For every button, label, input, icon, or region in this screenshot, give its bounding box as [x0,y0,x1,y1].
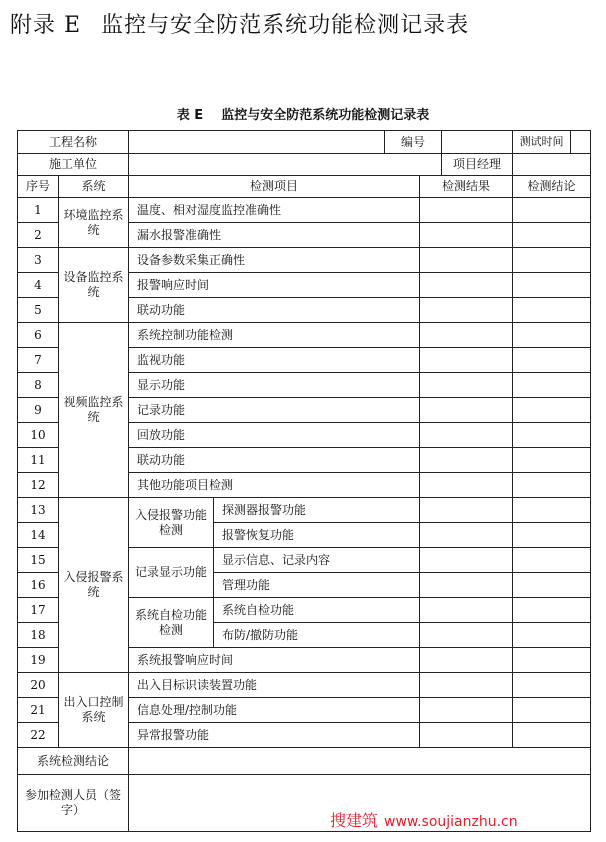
result-cell[interactable] [420,548,513,573]
test-time-field[interactable] [571,131,591,154]
conclusion-cell[interactable] [513,548,591,573]
conclusion-cell[interactable] [513,723,591,748]
row-number: 22 [18,723,59,748]
result-cell[interactable] [420,723,513,748]
row-item: 显示功能 [129,373,420,398]
row-number: 17 [18,598,59,623]
result-cell[interactable] [420,698,513,723]
table-row [18,248,591,273]
conclusion-cell[interactable] [513,398,591,423]
conclusion-cell[interactable] [513,523,591,548]
row-item: 系统报警响应时间 [129,648,420,673]
col-conclusion: 检测结论 [513,176,591,198]
row-number: 16 [18,573,59,598]
system-conclusion-field[interactable] [129,748,591,775]
row-item: 探测器报警功能 [214,498,420,523]
row-number: 20 [18,673,59,698]
test-time-label: 测试时间 [513,131,571,154]
result-cell[interactable] [420,323,513,348]
subgroup-selftest: 系统自检功能检测 [129,598,214,648]
conclusion-cell[interactable] [513,348,591,373]
conclusion-cell[interactable] [513,673,591,698]
col-no: 序号 [18,176,59,198]
conclusion-cell[interactable] [513,573,591,598]
row-item: 报警响应时间 [129,273,420,298]
row-number: 2 [18,223,59,248]
row-number: 19 [18,648,59,673]
col-item: 检测项目 [129,176,420,198]
row-item: 异常报警功能 [129,723,420,748]
project-name-label: 工程名称 [18,131,129,154]
column-header-row [18,176,591,198]
appendix-label: 附录 E [10,13,82,38]
project-name-field[interactable] [129,131,385,154]
row-item: 显示信息、记录内容 [214,548,420,573]
result-cell[interactable] [420,423,513,448]
row-item: 设备参数采集正确性 [129,248,420,273]
row-number: 10 [18,423,59,448]
page-title [10,8,469,39]
row-number: 6 [18,323,59,348]
conclusion-cell[interactable] [513,223,591,248]
row-item: 温度、相对湿度监控准确性 [129,198,420,223]
conclusion-cell[interactable] [513,373,591,398]
row-number: 3 [18,248,59,273]
conclusion-cell[interactable] [513,473,591,498]
result-cell[interactable] [420,448,513,473]
appendix-title: 监控与安全防范系统功能检测记录表 [101,13,470,38]
group-equip: 设备监控系统 [59,248,129,323]
group-intrusion: 入侵报警系统 [59,498,129,673]
result-cell[interactable] [420,598,513,623]
result-cell[interactable] [420,398,513,423]
row-number: 13 [18,498,59,523]
record-table [17,130,591,832]
watermark-cn: 搜建筑 [330,811,379,830]
result-cell[interactable] [420,198,513,223]
inspectors-label: 参加检测人员（签字） [18,775,129,832]
conclusion-cell[interactable] [513,498,591,523]
contractor-field[interactable] [129,154,442,176]
row-item: 联动功能 [129,298,420,323]
row-number: 5 [18,298,59,323]
result-cell[interactable] [420,273,513,298]
result-cell[interactable] [420,523,513,548]
conclusion-cell[interactable] [513,323,591,348]
row-number: 14 [18,523,59,548]
subgroup-intrusion: 入侵报警功能检测 [129,498,214,548]
row-item: 联动功能 [129,448,420,473]
table-row [18,498,591,523]
table-row [18,673,591,698]
row-item: 管理功能 [214,573,420,598]
result-cell[interactable] [420,498,513,523]
serial-field[interactable] [442,131,513,154]
conclusion-cell[interactable] [513,698,591,723]
conclusion-cell[interactable] [513,423,591,448]
result-cell[interactable] [420,473,513,498]
project-manager-label: 项目经理 [442,154,513,176]
row-item: 系统自检功能 [214,598,420,623]
row-item: 其他功能项目检测 [129,473,420,498]
row-item: 回放功能 [129,423,420,448]
row-number: 7 [18,348,59,373]
table-caption [0,104,606,123]
result-cell[interactable] [420,373,513,398]
watermark-url: www.soujianzhu.cn [384,814,518,830]
row-number: 4 [18,273,59,298]
row-number: 9 [18,398,59,423]
col-result: 检测结果 [420,176,513,198]
row-number: 11 [18,448,59,473]
row-item: 漏水报警准确性 [129,223,420,248]
result-cell[interactable] [420,573,513,598]
result-cell[interactable] [420,648,513,673]
conclusion-cell[interactable] [513,298,591,323]
row-number: 15 [18,548,59,573]
row-number: 1 [18,198,59,223]
row-item: 系统控制功能检测 [129,323,420,348]
row-item: 报警恢复功能 [214,523,420,548]
row-item: 出入目标识读装置功能 [129,673,420,698]
conclusion-cell[interactable] [513,273,591,298]
header-row-project [18,131,591,154]
group-video: 视频监控系统 [59,323,129,498]
table-number: 表 E [176,108,204,123]
row-item: 监视功能 [129,348,420,373]
result-cell[interactable] [420,298,513,323]
conclusion-cell[interactable] [513,648,591,673]
conclusion-cell[interactable] [513,248,591,273]
result-cell[interactable] [420,623,513,648]
row-number: 12 [18,473,59,498]
table-row [18,198,591,223]
conclusion-cell[interactable] [513,598,591,623]
conclusion-cell[interactable] [513,198,591,223]
result-cell[interactable] [420,223,513,248]
watermark [330,808,518,831]
table-title: 监控与安全防范系统功能检测记录表 [221,108,430,123]
subgroup-record: 记录显示功能 [129,548,214,598]
row-number: 21 [18,698,59,723]
conclusion-cell[interactable] [513,448,591,473]
row-number: 18 [18,623,59,648]
serial-label: 编号 [385,131,442,154]
group-access: 出入口控制系统 [59,673,129,748]
row-number: 8 [18,373,59,398]
group-env: 环境监控系统 [59,198,129,248]
contractor-label: 施工单位 [18,154,129,176]
conclusion-cell[interactable] [513,623,591,648]
table-row [18,323,591,348]
result-cell[interactable] [420,348,513,373]
header-row-contractor [18,154,591,176]
result-cell[interactable] [420,673,513,698]
row-item: 信息处理/控制功能 [129,698,420,723]
row-item: 布防/撤防功能 [214,623,420,648]
system-conclusion-label: 系统检测结论 [18,748,129,775]
result-cell[interactable] [420,248,513,273]
conclusion-row [18,748,591,775]
col-system: 系统 [59,176,129,198]
project-manager-field[interactable] [513,154,591,176]
row-item: 记录功能 [129,398,420,423]
